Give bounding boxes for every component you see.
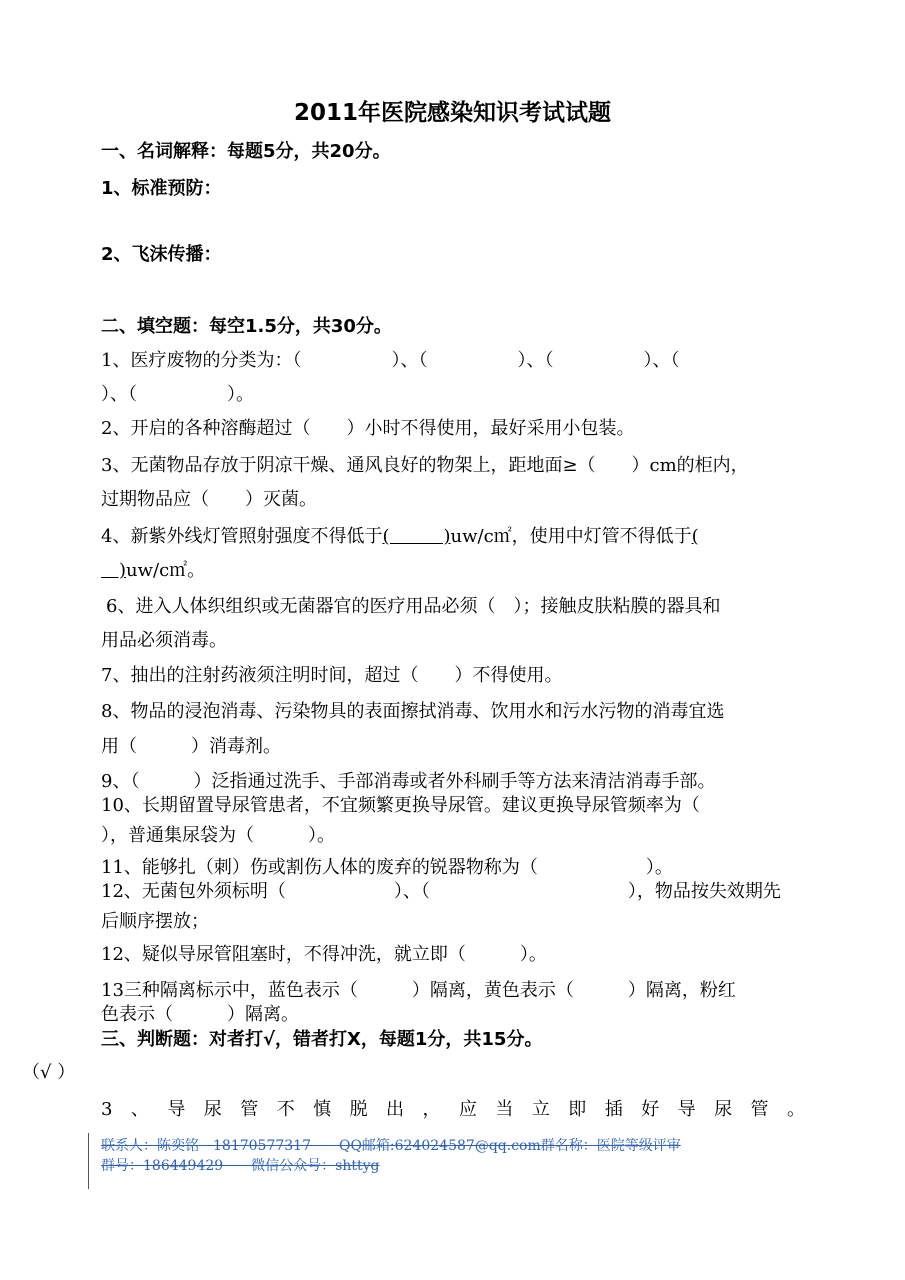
fill-q4-text-c: uw/c㎡，使用中灯管不得低于 xyxy=(450,526,692,547)
fill-q4-text-a: 4、新紫外线灯管照射强度不得低于 xyxy=(101,526,383,547)
fill-q9: 9、（ ）泛指通过洗手、手部消毒或者外科刷手等方法来清洁消毒手部。 xyxy=(101,771,716,792)
fill-q3-line2: 过期物品应（ ）灭菌。 xyxy=(101,489,317,510)
fill-q12a-line1: 12、无菌包外须标明（ ）、（ ），物品按失效期先 xyxy=(101,881,781,902)
fill-q6-line1: 6、进入人体织组织或无菌器官的医疗用品必须（ ）；接触皮肤粘膜的器具和 xyxy=(106,596,721,617)
fill-q8-line1: 8、物品的浸泡消毒、污染物具的表面擦拭消毒、饮用水和污水污物的消毒宜选 xyxy=(101,701,725,722)
fill-q1-line1: 1、医疗废物的分类为：（ ）、（ ）、（ ）、（ xyxy=(101,350,680,371)
fill-q4-text-f: uw/c㎡。 xyxy=(126,560,206,581)
fill-q1-line2: ）、（ ）。 xyxy=(101,384,254,405)
fill-q10-line1: 10、长期留置导尿管患者，不宜频繁更换导尿管。建议更换导尿管频率为（ xyxy=(101,795,700,816)
fill-q13-line2: 色表示（ ）隔离。 xyxy=(101,1004,299,1025)
question-standard-precaution: 1、标准预防： xyxy=(101,178,222,199)
fill-q4-blank-2-open: ( xyxy=(691,526,699,547)
fill-q3-line1: 3、无菌物品存放于阴凉干燥、通风良好的物架上，距地面≥（ ）cm的柜内， xyxy=(101,455,749,476)
section2-heading: 二、填空题：每空1.5分，共30分。 xyxy=(101,316,392,337)
footer-contact-line2: 群号：186449429 微信公众号：shttyg xyxy=(101,1158,380,1174)
fill-q10-line2: ），普通集尿袋为（ ）。 xyxy=(101,825,335,846)
fill-q11: 11、能够扎（刺）伤或割伤人体的废弃的锐器物称为（ ）。 xyxy=(101,857,673,878)
fill-q4-blank-2-close: ) xyxy=(101,560,127,581)
page-title: 2011年医院感染知识考试试题 xyxy=(293,100,611,126)
fill-q7: 7、抽出的注射药液须注明时间，超过（ ）不得使用。 xyxy=(101,665,563,686)
section1-heading: 一、名词解释：每题5分，共20分。 xyxy=(101,141,391,162)
fill-q2: 2、开启的各种溶酶超过（ ）小时不得使用，最好采用小包装。 xyxy=(101,418,635,439)
fill-q8-line2: 用（ ）消毒剂。 xyxy=(101,736,281,757)
fill-q4-blank-1: ( ) xyxy=(382,526,451,547)
question-droplet-transmission: 2、飞沫传播： xyxy=(101,244,222,265)
footer-contact-line1: 联系人：陈奕铭 18170577317 QQ邮箱:624024587@qq.com群名称：医院等级评审 xyxy=(101,1138,681,1154)
fill-q6-line2: 用品必须消毒。 xyxy=(101,630,227,651)
fill-q4-line1 xyxy=(101,522,699,548)
judge-answer-mark: （√ ） xyxy=(22,1062,76,1083)
fill-q12a-line2: 后顺序摆放； xyxy=(101,911,209,932)
section3-heading: 三、判断题：对者打√，错者打X，每题1分，共15分。 xyxy=(101,1029,543,1050)
fill-q4-line2 xyxy=(101,556,205,582)
fill-q12b: 12、疑似导尿管阻塞时，不得冲洗，就立即（ ）。 xyxy=(101,944,547,965)
judge-q3: 3、导尿管不慎脱出，应当立即插好导尿管。 xyxy=(101,1099,809,1120)
fill-q13-line1: 13三种隔离标示中，蓝色表示（ ）隔离，黄色表示（ ）隔离，粉红 xyxy=(101,980,736,1001)
footer-divider xyxy=(88,1133,89,1189)
